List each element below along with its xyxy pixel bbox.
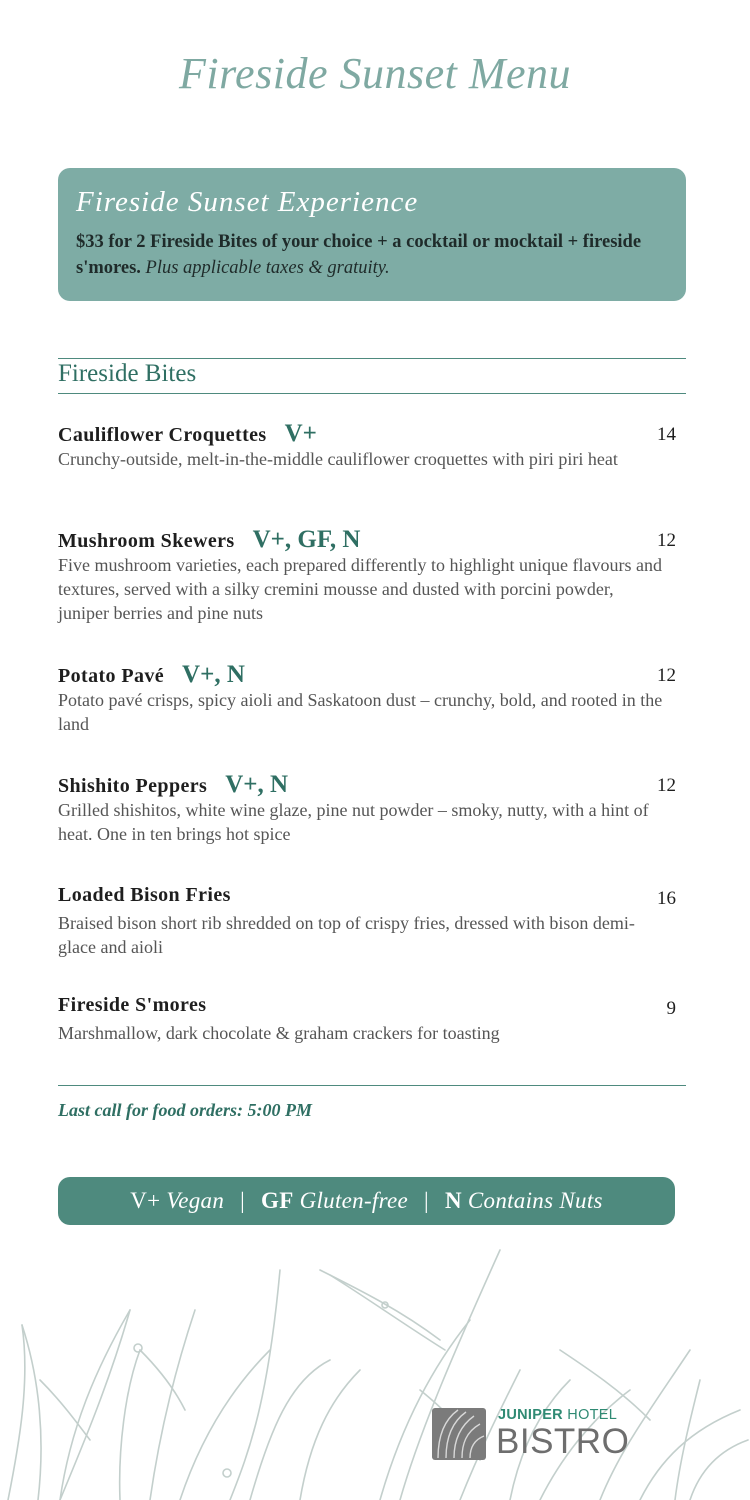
item-price: 12 — [657, 665, 676, 686]
legend-nuts-code: N — [444, 1188, 462, 1213]
item-name: Loaded Bison Fries — [58, 884, 231, 906]
item-name: Fireside S'mores — [58, 994, 207, 1016]
menu-item — [58, 771, 676, 846]
bistro-logo — [432, 1405, 642, 1463]
logo-mark-icon — [432, 1408, 486, 1460]
item-price: 9 — [666, 998, 676, 1019]
footer-divider — [58, 1085, 686, 1086]
experience-title: Fireside Sunset Experience — [76, 186, 419, 218]
item-dietary-tags: V+, GF, N — [252, 526, 361, 553]
experience-note: Plus applicable taxes & gratuity. — [145, 258, 390, 278]
item-description: Crunchy-outside, melt-in-the-middle cauliflower croquettes with piri piri heat — [58, 449, 618, 469]
item-name: Mushroom Skewers — [58, 530, 235, 552]
menu-title: Fireside Sunset Menu — [178, 49, 572, 98]
menu-item — [58, 420, 676, 471]
logo-juniper: JUNIPER — [498, 1407, 563, 1423]
experience-description — [76, 229, 668, 281]
item-dietary-tags: V+, N — [182, 661, 245, 688]
item-dietary-tags: V+, N — [225, 771, 289, 798]
legend-vegan-code: V+ — [130, 1188, 161, 1213]
menu-item — [58, 884, 676, 959]
item-description: Grilled shishitos, white wine glaze, pine nut powder – smoky, nutty, with a hint of heat. One in ten brings hot spice — [58, 800, 649, 844]
item-price: 14 — [657, 424, 676, 445]
logo-hotel: HOTEL — [567, 1407, 618, 1423]
item-price: 16 — [657, 888, 676, 909]
menu-item — [58, 661, 676, 736]
item-description: Marshmallow, dark chocolate & graham crackers for toasting — [58, 1023, 500, 1043]
legend-gf-code: GF — [261, 1188, 294, 1213]
item-price: 12 — [657, 530, 676, 551]
item-name: Cauliflower Croquettes — [58, 424, 267, 446]
item-description: Potato pavé crisps, spicy aioli and Saskatoon dust – crunchy, bold, and rooted in the land — [58, 690, 663, 734]
menu-item — [58, 994, 676, 1045]
section-divider-top — [58, 358, 686, 359]
dietary-legend — [58, 1177, 675, 1225]
item-price: 12 — [657, 775, 676, 796]
experience-box — [58, 168, 686, 301]
legend-separator: | — [424, 1188, 429, 1213]
item-name: Potato Pavé — [58, 665, 165, 687]
item-name: Shishito Peppers — [58, 775, 208, 797]
menu-item — [58, 526, 676, 625]
legend-vegan-label: Vegan — [166, 1188, 225, 1213]
section-title: Fireside Bites — [58, 360, 197, 387]
logo-line1 — [498, 1407, 617, 1423]
item-description: Braised bison short rib shredded on top of crispy fries, dressed with bison demi-glace and aioli — [58, 913, 635, 957]
experience-offer: $33 for 2 Fireside Bites of your choice + a cocktail or mocktail + fireside s'mores. — [76, 232, 642, 278]
legend-separator: | — [240, 1188, 246, 1213]
logo-bistro: BISTRO — [496, 1422, 630, 1461]
section-divider-bottom — [58, 393, 686, 394]
legend-gf-label: Gluten-free — [299, 1188, 409, 1213]
legend-nuts-label: Contains Nuts — [467, 1188, 603, 1213]
item-description: Five mushroom varieties, each prepared differently to highlight unique flavours and textures, served with a silky cremini mousse and dusted with porcini powder, juniper berries and pine nuts — [58, 555, 663, 623]
last-call-notice: Last call for food orders: 5:00 PM — [58, 1100, 312, 1120]
item-dietary-tags: V+ — [284, 420, 317, 447]
